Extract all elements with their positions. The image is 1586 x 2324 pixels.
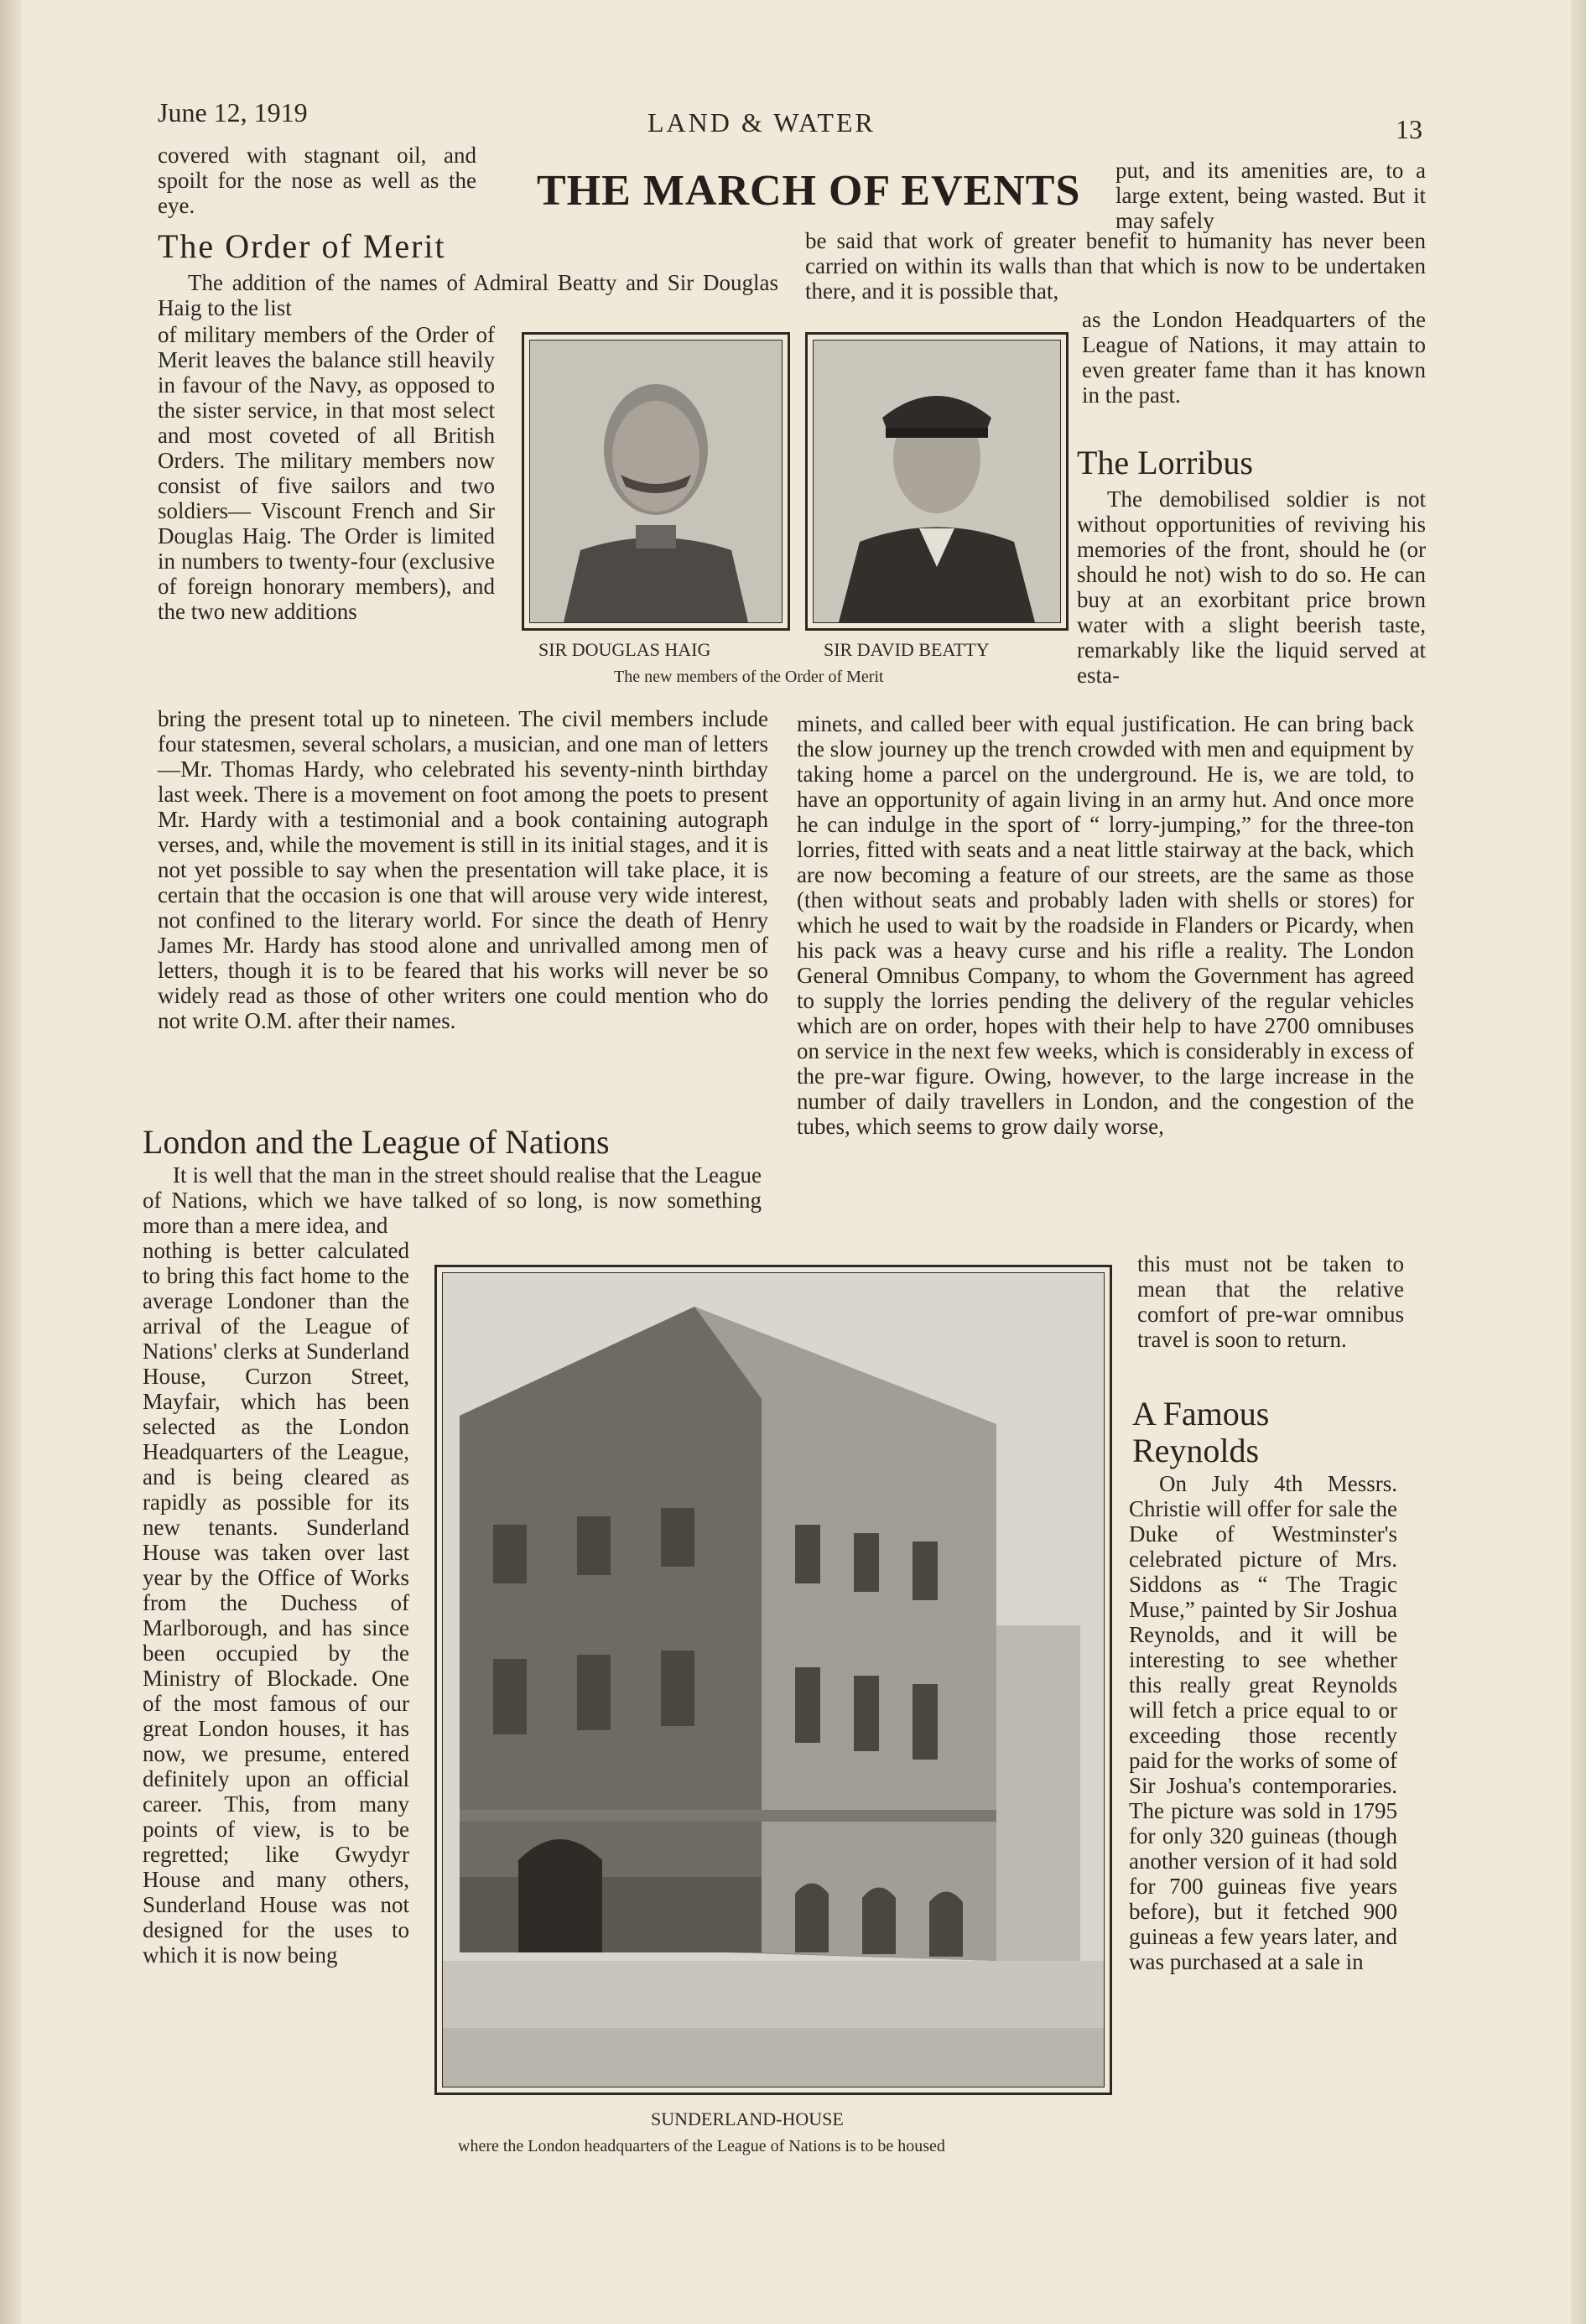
league-wide bbox=[143, 1162, 762, 1238]
league-narrow-text: nothing is better calculated to bring this fact home to the average Londoner than the arrival of the League of Nations' clerks at Sunderland House, Curzon Street, Mayfair, which has been selected as the London Headquarters of the League, and is being cleared as rapidly as possible for its new tenants. Sunderland House was taken over last year by the Office of Works from the Duchess of Marlborough, and has since been occupied by the Ministry of Blockade. One of the most famous of our great London houses, it has now, we presume, entered definitely upon an official career. This, from many points of view, is to be regretted; like Gwydyr House and many others, Sunderland House was not designed for the uses to which it is now being bbox=[143, 1238, 409, 1968]
binding-shadow bbox=[0, 0, 22, 2324]
sunderland-house-caption: SUNDERLAND-HOUSE bbox=[651, 2108, 844, 2129]
league-continuation-narrow bbox=[1115, 158, 1426, 233]
league-continuation-end bbox=[1082, 307, 1426, 408]
league-narrow bbox=[143, 1238, 409, 1968]
order-of-merit-wide bbox=[158, 706, 768, 1033]
lorribus-narrow bbox=[1077, 486, 1426, 688]
sunderland-house-image bbox=[443, 1273, 1104, 2087]
order-of-merit-heading: The Order of Merit bbox=[158, 227, 446, 265]
reynolds-heading: A Famous Reynolds bbox=[1132, 1395, 1270, 1469]
portrait-beatty-image bbox=[814, 341, 1060, 622]
order-of-merit-wide-text: bring the present total up to nineteen. The civil members include four statesmen, several scholars, a musician, and one man of letters—Mr. Thomas Hardy, who celebrated his seventy-ninth birthday last week. There is a movement on foot among the poets to present Mr. Hardy with a testimonial and a book containing autograph verses, and, while the movement is still in its initial stages, and it is not yet possible to say when the presentation will take place, it is certain that the occasion is one that will arouse very wide interest, not confined to the literary world. For since the death of Henry James Mr. Hardy has stood alone and unrivalled among men of letters, though it is to be feared that his works will never be so widely read as those of other writers one could mention who do not write O.M. after their names. bbox=[158, 706, 768, 1033]
lorribus-end-text: this must not be taken to mean that the relative comfort of pre-war omnibus travel is soon to return. bbox=[1137, 1251, 1404, 1352]
page-edge bbox=[1571, 0, 1586, 2324]
league-continuation-wide bbox=[805, 228, 1426, 304]
lorribus-end bbox=[1137, 1251, 1404, 1352]
sunderland-house-subcaption: where the London headquarters of the League of Nations is to be housed bbox=[458, 2137, 945, 2155]
lorribus-narrow-text: The demobilised soldier is not without opportunities of reviving his memories of the front, should he (or should he not) wish to do so. He can buy at an exorbitant price brown water with a slight beerish taste, remarkably like the liquid served at esta- bbox=[1077, 486, 1426, 688]
portrait-haig-caption: SIR DOUGLAS HAIG bbox=[538, 639, 711, 660]
reynolds-text: On July 4th Messrs. Christie will offer for sale the Duke of Westminster's celebrated picture of Mrs. Siddons as “ The Tragic Muse,” painted by Sir Joshua Reynolds, and it will be interesting to see whether this really great Reynolds will fetch a price equal to or exceeding those recently paid for the works of some of Sir Joshua's contemporaries. The picture was sold in 1795 for only 320 guineas (though another version of it had sold for 700 guineas five years before), but it fetched 900 guineas a few years later, and was purchased at a sale in bbox=[1129, 1471, 1397, 1974]
portraits-shared-caption: The new members of the Order of Merit bbox=[614, 668, 884, 686]
intro-text: covered with stagnant oil, and spoilt for the nose as well as the eye. bbox=[158, 143, 476, 218]
league-continuation-end-text: as the London Headquarters of the League of Nations, it may attain to even greater fame than it has known in the past. bbox=[1082, 307, 1426, 408]
league-heading: London and the League of Nations bbox=[143, 1123, 610, 1161]
portrait-beatty-frame bbox=[805, 332, 1069, 631]
portrait-beatty-caption: SIR DAVID BEATTY bbox=[824, 639, 990, 660]
reynolds-body bbox=[1129, 1471, 1397, 1974]
order-of-merit-lead-text: The addition of the names of Admiral Beatty and Sir Douglas Haig to the list bbox=[158, 270, 778, 320]
intro-fragment bbox=[158, 143, 476, 218]
sunderland-house-frame bbox=[434, 1265, 1112, 2095]
page-title: THE MARCH OF EVENTS bbox=[537, 167, 1081, 215]
portrait-haig-frame bbox=[522, 332, 790, 631]
publication-name: LAND & WATER bbox=[647, 107, 876, 138]
league-wide-text: It is well that the man in the street should realise that the League of Nations, which we have talked of so long, is now something more than a mere idea, and bbox=[143, 1162, 762, 1238]
league-continuation-narrow-text: put, and its amenities are, to a large extent, being wasted. But it may safely bbox=[1115, 158, 1426, 233]
league-continuation-wide-text: be said that work of greater benefit to humanity has never been carried on within its walls than that which is now to be undertaken there, and it is possible that, bbox=[805, 228, 1426, 304]
order-of-merit-narrow-text: of military members of the Order of Merit leaves the balance still heavily in favour of the Navy, as opposed to the sister service, in that most select and most coveted of all British Orders. The military members now consist of five sailors and two soldiers— Viscount French and Sir Douglas Haig. The Order is limited in numbers to twenty-four (exclusive of foreign honorary members), and the two new additions bbox=[158, 322, 495, 624]
issue-date: June 12, 1919 bbox=[158, 97, 308, 127]
order-of-merit-narrow bbox=[158, 322, 495, 624]
lorribus-wide-text: minets, and called beer with equal justification. He can bring back the slow journey up the trench crowded with men and equipment by taking home a parcel on the underground. He is, we are told, to have an opportunity of again living in an army hut. And once more he can indulge in the sport of “ lorry-jumping,” for the three-ton lorries, fitted with seats and a neat little stairway at the back, which are now becoming a feature of our streets, are the same as those (then without seats and probably laden with shells or stores) for which he used to wait by the roadside in Flanders or Picardy, when his pack was a heavy curse and his rifle a reality. The London General Omnibus Company, to whom the Government has agreed to supply the lorries pending the delivery of the regular vehicles which are on order, hopes with their help to have 2700 omnibuses on service in the next few weeks, which is considerably in excess of the pre-war figure. Owing, however, to the large increase in the number of daily travellers in London, and the congestion of the tubes, which seems to grow daily worse, bbox=[797, 711, 1414, 1139]
order-of-merit-lead bbox=[158, 270, 778, 320]
page-number: 13 bbox=[1396, 114, 1422, 144]
lorribus-wide bbox=[797, 711, 1414, 1139]
lorribus-heading: The Lorribus bbox=[1077, 444, 1253, 481]
portrait-haig-image bbox=[530, 341, 782, 622]
